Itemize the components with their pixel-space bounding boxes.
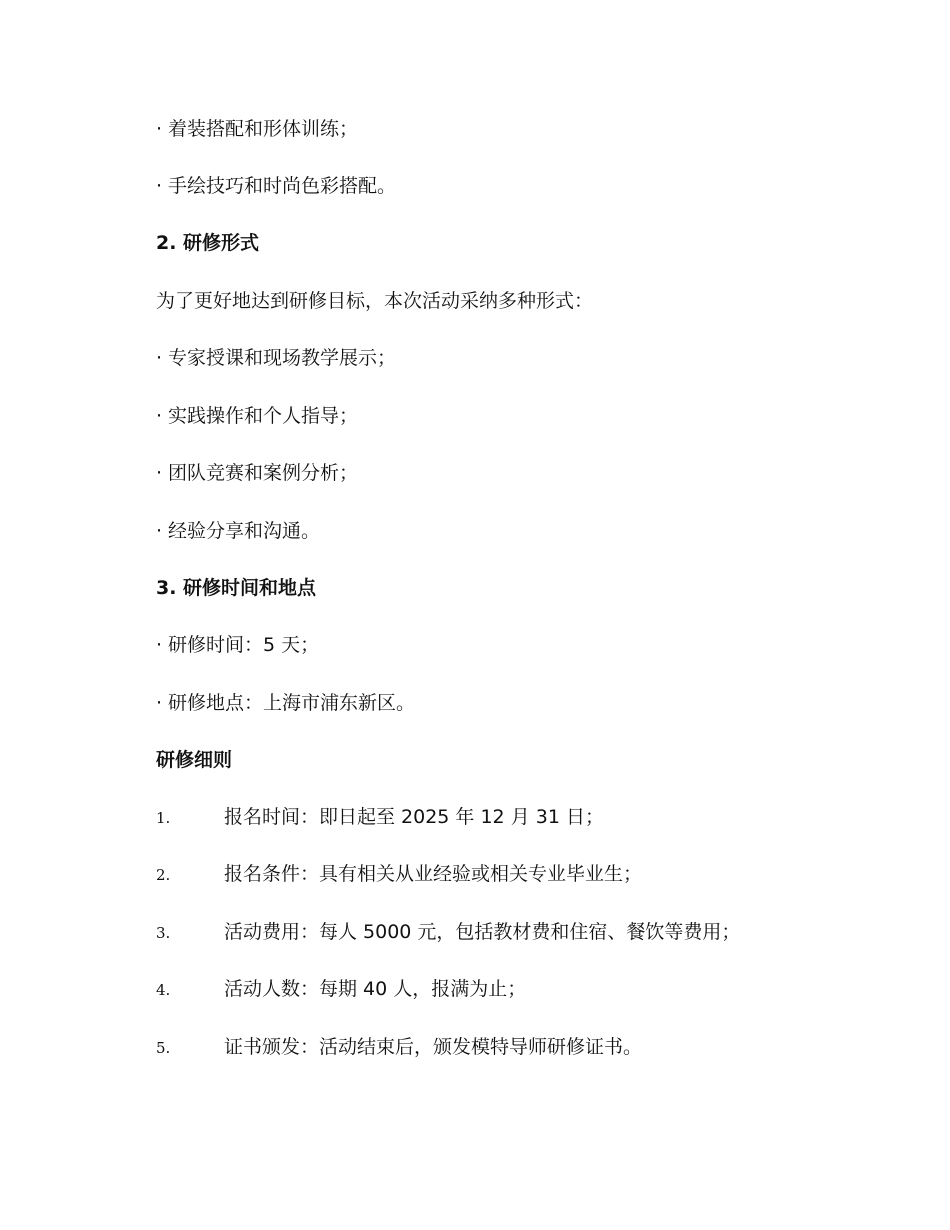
- list-number: 4.: [156, 981, 171, 999]
- bullet-text: 手绘技巧和时尚色彩搭配。: [168, 175, 397, 197]
- list-number: 2.: [156, 866, 171, 884]
- bullet-dot: ·: [156, 520, 163, 542]
- bullet-text: 着装搭配和形体训练；: [168, 118, 359, 140]
- bullet-text: 专家授课和现场教学展示；: [168, 347, 397, 369]
- list-text: 活动人数：每期 40 人，报满为止；: [224, 978, 527, 1000]
- bullet-dot: ·: [156, 175, 163, 197]
- bullet-text: 团队竞赛和案例分析；: [168, 462, 359, 484]
- bullet-dot: ·: [156, 118, 163, 140]
- list-text: 证书颁发：活动结束后，颁发模特导师研修证书。: [224, 1036, 643, 1058]
- list-text: 报名条件：具有相关从业经验或相关专业毕业生；: [224, 863, 643, 885]
- bullet-text: 实践操作和个人指导；: [168, 405, 359, 427]
- section-heading-form: 2. 研修形式: [156, 232, 260, 254]
- bullet-text: 经验分享和沟通。: [168, 520, 321, 542]
- bullet-dot: ·: [156, 462, 163, 484]
- list-number: 1.: [156, 809, 171, 827]
- bullet-item: [156, 632, 319, 658]
- bullet-item: [156, 403, 358, 429]
- bullet-item: [156, 690, 415, 716]
- bullet-item: [156, 460, 358, 486]
- section-heading-time-place: 3. 研修时间和地点: [156, 577, 317, 599]
- bullet-item: [156, 518, 320, 544]
- list-number: 5.: [156, 1039, 171, 1057]
- list-number: 3.: [156, 924, 171, 942]
- bullet-text: 研修时间：5 天；: [168, 634, 320, 656]
- bullet-dot: ·: [156, 347, 163, 369]
- bullet-dot: ·: [156, 634, 163, 656]
- bullet-item: [156, 173, 396, 199]
- bullet-dot: ·: [156, 405, 163, 427]
- bullet-item: [156, 116, 358, 142]
- list-text: 报名时间：即日起至 2025 年 12 月 31 日；: [224, 806, 604, 828]
- list-text: 活动费用：每人 5000 元，包括教材费和住宿、餐饮等费用；: [224, 921, 741, 943]
- section-intro: 为了更好地达到研修目标，本次活动采纳多种形式：: [156, 290, 594, 312]
- bullet-item: [156, 345, 396, 371]
- bullet-text: 研修地点：上海市浦东新区。: [168, 692, 416, 714]
- section-heading-details: 研修细则: [156, 749, 233, 771]
- bullet-dot: ·: [156, 692, 163, 714]
